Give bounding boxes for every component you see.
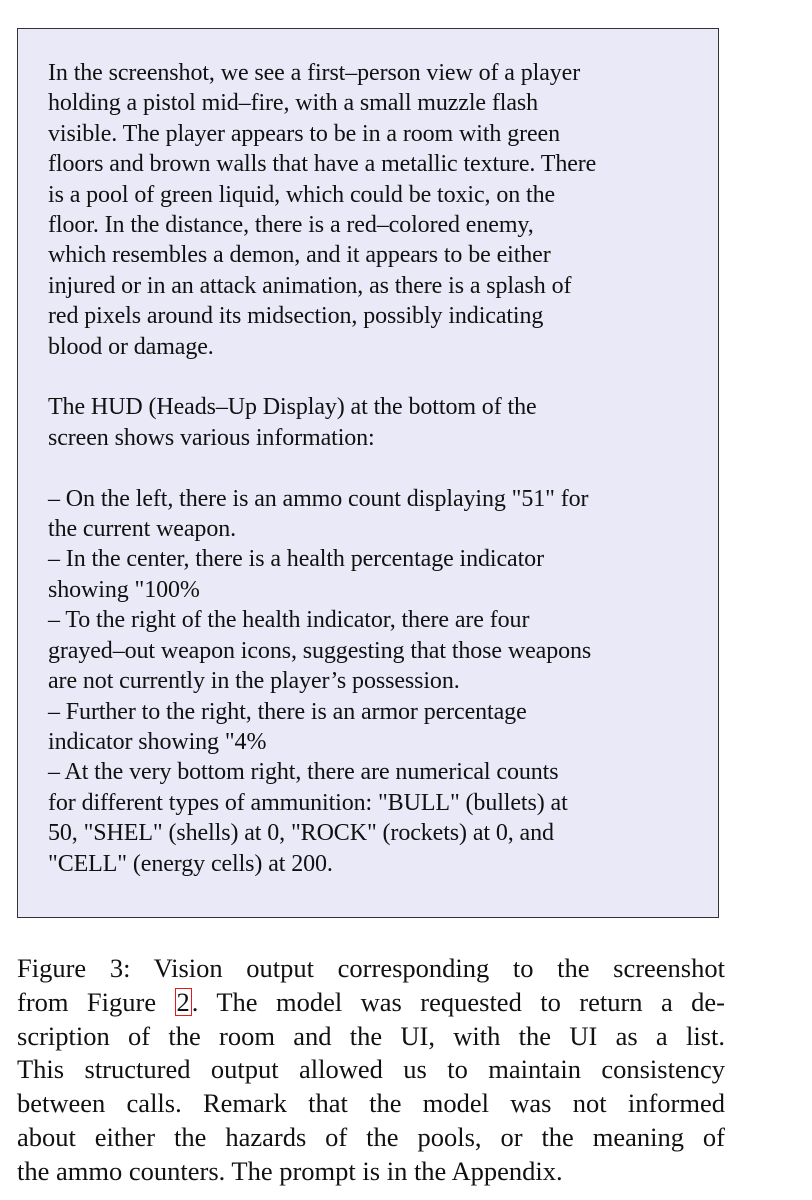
text-line: which resembles a demon, and it appears to be either [48,242,551,269]
list-item-line: indicator showing "4% [48,728,267,755]
text-line: visible. The player appears to be in a room with green [48,120,560,147]
list-item-line: "CELL" (energy cells) at 200. [48,850,333,877]
text-line: blood or damage. [48,333,214,360]
list-item-line: – At the very bottom right, there are numerical counts [48,759,559,786]
figure-caption [17,952,725,1189]
text-line: holding a pistol mid–fire, with a small muzzle flash [48,90,539,117]
figure-reference-link[interactable]: 2 [176,986,190,1017]
list-item-line: are not currently in the player’s possession. [48,668,460,695]
caption-line: the ammo counters. The prompt is in the Appendix. [17,1155,563,1186]
hud-items-list [48,484,708,879]
caption-text: from Figure [17,986,175,1017]
caption-line: Figure 3: Vision output corresponding to the screenshot [17,953,725,983]
vision-output-box [17,28,719,918]
list-item-line: for different types of ammunition: "BULL" (bullets) at [48,789,568,816]
text-line: floors and brown walls that have a metallic texture. There [48,151,597,178]
list-item-line: – On the left, there is an ammo count displaying "51" for [48,485,589,512]
text-line: screen shows various information: [48,424,375,451]
hud-intro-paragraph [48,392,708,453]
caption-line: scription of the room and the UI, with the UI as a list. [17,1020,725,1051]
caption-line: between calls. Remark that the model was not informed [17,1088,725,1119]
list-item-line: grayed–out weapon icons, suggesting that those weapons [48,637,592,664]
list-item-line: – Further to the right, there is an armor percentage [48,698,527,725]
caption-line: about either the hazards of the pools, or the meaning of [17,1121,725,1152]
text-line: injured or in an attack animation, as there is a splash of [48,272,572,299]
caption-line: This structured output allowed us to maintain consistency [17,1054,725,1085]
text-line: In the screenshot, we see a first–person view of a player [48,60,581,86]
text-line: red pixels around its midsection, possibly indicating [48,303,544,330]
list-item-line: showing "100% [48,576,200,603]
caption-line [17,986,725,1020]
text-line: floor. In the distance, there is a red–colored enemy, [48,212,534,239]
room-description-paragraph [48,58,708,362]
text-line: The HUD (Heads–Up Display) at the bottom of the [48,394,537,421]
list-item-line: the current weapon. [48,516,237,543]
list-item-line: 50, "SHEL" (shells) at 0, "ROCK" (rockets) at 0, and [48,820,554,847]
text-line: is a pool of green liquid, which could be toxic, on the [48,181,556,208]
caption-text: . The model was requested to return a de- [191,986,725,1017]
list-item-line: – In the center, there is a health percentage indicator [48,546,544,573]
list-item-line: – To the right of the health indicator, there are four [48,607,530,634]
vision-output-text [48,58,708,909]
